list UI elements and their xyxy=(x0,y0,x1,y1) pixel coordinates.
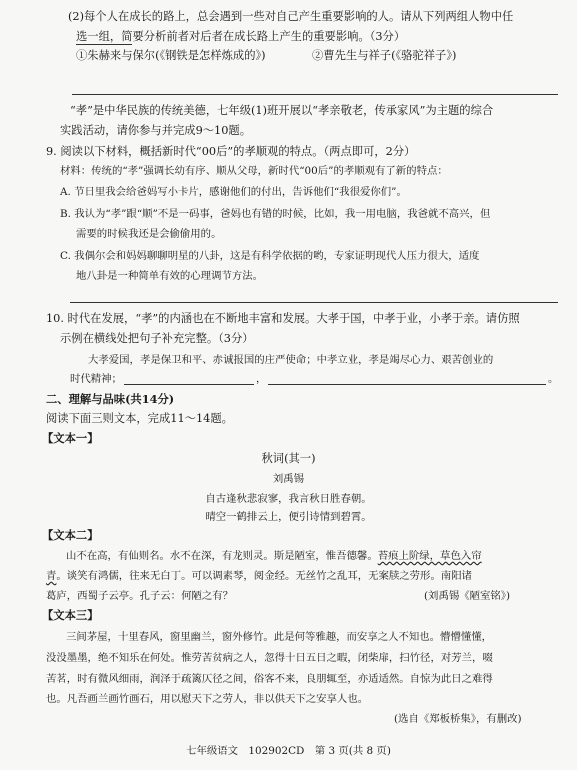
q9-option-b-line1: B. 我认为“孝”跟“顺”不是一码事，爸妈也有错的时候，比如，我一用电脑，我爸就不高兴，但 xyxy=(60,208,491,220)
q9-option-b-line2: 需要的时候我还是会偷偷用的。 xyxy=(76,228,222,240)
q2-option1: ①朱赫来与保尔(《钢铁是怎样炼成的》) xyxy=(76,49,266,62)
q10-line1: 10. 时代在发展，“孝”的内涵也在不断地丰富和发展。大孝于国，中孝于业，小孝于亲。请仿照 xyxy=(46,312,520,325)
poem-verse-1: 自古逢秋悲寂寥，我言秋日胜春朝。 xyxy=(205,493,372,505)
fill-blank-2[interactable] xyxy=(268,384,546,385)
section-title: 二、理解与品味(共14分) xyxy=(46,392,175,406)
text3-line4: 也。凡吾画兰画竹画石，用以慰天下之劳人，非以供天下之安享人也。 xyxy=(46,693,369,705)
text2-line3: 葛庐，西蜀子云亭。孔子云：何陋之有？ xyxy=(46,590,234,602)
text2-source: (刘禹锡《陋室铭》) xyxy=(424,590,511,602)
text2-line1 xyxy=(66,549,482,563)
intro-line2: 实践活动，请你参与并完成9～10题。 xyxy=(60,124,252,137)
answer-line[interactable] xyxy=(70,302,558,303)
answer-line[interactable] xyxy=(72,94,558,95)
q9-option-c-line2: 地八卦是一种简单有效的心理调节方法。 xyxy=(76,270,264,282)
q9-option-a: A. 节日里我会给爸妈写小卡片，感谢他们的付出，告诉他们“我很爱你们”。 xyxy=(60,186,407,198)
text1-label: 【文本一】 xyxy=(42,431,99,445)
blank-end-period: 。 xyxy=(548,373,559,385)
q10-example: 大孝爱国，孝是保卫和平、赤诚报国的庄严使命；中孝立业，孝是竭尽心力、艰苦创业的 xyxy=(88,354,494,366)
poem-verse-2: 晴空一鹤排云上，便引诗情到碧霄。 xyxy=(205,511,372,523)
q9-option-c-line1: C. 我偶尔会和妈妈聊聊明星的八卦，这是有科学依据的哟，专家证明现代人压力很大，适度 xyxy=(60,250,480,262)
text2-line1-a: 山不在高，有仙则名。水不在深，有龙则灵。斯是陋室，惟吾德馨。 xyxy=(66,550,378,562)
q2-line2: 选一组，简要分析前者对后者在成长路上产生的重要影响。（3分） xyxy=(76,30,406,43)
q9-title: 9. 阅读以下材料，概括新时代“00后”的孝顺观的特点。（两点即可，2分） xyxy=(46,145,416,158)
text3-label: 【文本三】 xyxy=(42,608,99,622)
intro-line1: “孝”是中华民族的传统美德，七年级(1)班开展以“孝亲敬老，传承家风”为主题的综合 xyxy=(70,104,494,117)
poem-author: 刘禹锡 xyxy=(272,473,305,485)
text3-source: (选自《郑板桥集》，有删改) xyxy=(394,713,522,725)
text2-line2 xyxy=(46,569,472,583)
q10-line2: 示例在横线处把句子补充完整。（3分） xyxy=(60,332,254,345)
section-instruction: 阅读下面三则文本，完成11～14题。 xyxy=(46,412,233,425)
text3-line3: 苦茗，时有微风细雨，润泽于疏篱仄径之间，俗客不来，良朋辄至，亦适适然。自惊为此日之难得 xyxy=(46,673,493,685)
text2-label: 【文本二】 xyxy=(42,528,99,542)
text2-line2-b: 。谈笑有鸿儒，往来无白丁。可以调素琴，阅金经。无丝竹之乱耳，无案牍之劳形。南阳诸 xyxy=(56,570,473,582)
text3-line2: 没没墨墨，绝不知乐在何处。惟劳苦贫病之人，忽得十日五日之暇，闭柴扉，扫竹径，对芳兰，啜 xyxy=(46,652,493,664)
poem-title: 秋词(其一) xyxy=(261,452,316,465)
blank-separator: ， xyxy=(256,373,267,385)
page-footer: 七年级语文 102902CD 第 3 页(共 8 页) xyxy=(186,745,391,757)
text3-line1: 三间茅屋，十里春风，窗里幽兰，窗外修竹。此是何等雅趣，而安享之人不知也。懵懵懂懂， xyxy=(66,631,493,643)
q2-underline xyxy=(76,44,132,45)
q2-option2: ②曹先生与祥子(《骆驼祥子》) xyxy=(312,49,457,62)
text2-line1-underlined: 苔痕上阶绿，草色入帘 xyxy=(377,550,482,562)
q10-line4: 时代精神； xyxy=(70,373,122,385)
q9-material: 材料：传统的“孝”强调长幼有序、顺从父母，新时代“00后”的孝顺观有了新的特点： xyxy=(60,165,448,177)
text2-line2-underlined: 青 xyxy=(46,570,57,582)
fill-blank-1[interactable] xyxy=(124,384,254,385)
q2-line1: (2)每个人在成长的路上，总会遇到一些对自己产生重要影响的人。请从下列两组人物中任 xyxy=(68,10,514,23)
